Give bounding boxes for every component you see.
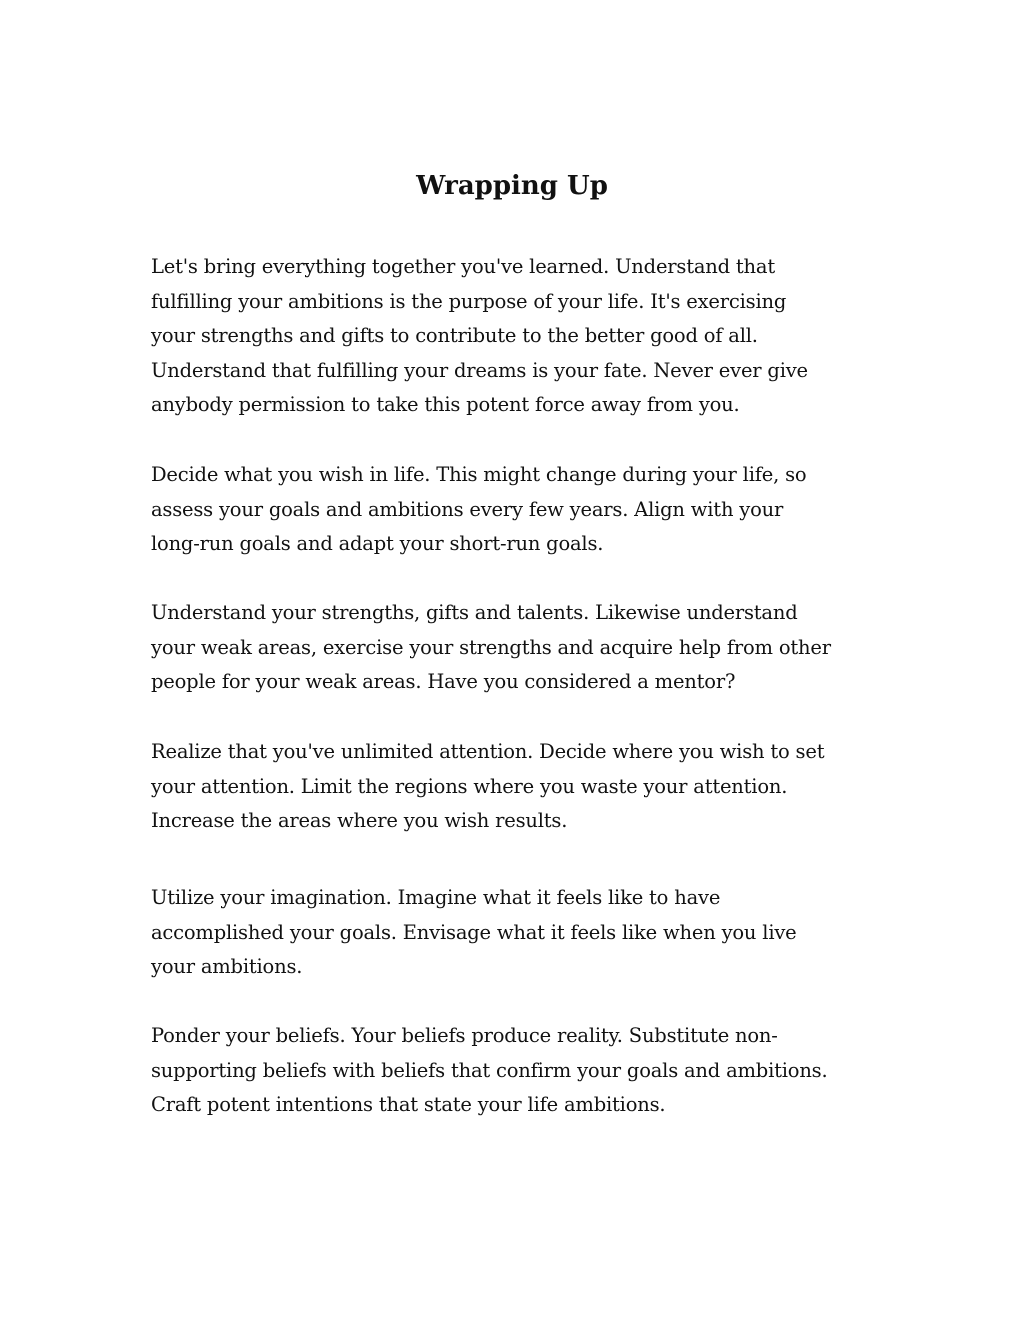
paragraph-unlimited-attention: Realize that you've unlimited attention. Decide where you wish to set your attention. Limit the regions where you waste your attention. Increase the areas where you wish results. [151, 740, 825, 833]
paragraph-utilize-imagination: Utilize your imagination. Imagine what it feels like to have accomplished your goals. Envisage what it feels like when you live your ambitions. [151, 886, 797, 979]
paragraph-decide-what-you-wish: Decide what you wish in life. This might change during your life, so assess your goals and ambitions every few years. Align with your long-run goals and adapt your short-run goals. [151, 463, 807, 556]
paragraph-understand-strengths: Understand your strengths, gifts and talents. Likewise understand your weak areas, exercise your strengths and acquire help from other people for your weak areas. Have you considered a mentor? [151, 601, 831, 694]
paragraph-ponder-beliefs: Ponder your beliefs. Your beliefs produce reality. Substitute non- supporting beliefs with beliefs that confirm your goals and ambitions. Craft potent intentions that state your life ambitions. [151, 1024, 828, 1117]
paragraph-bring-everything-together: Let's bring everything together you've learned. Understand that fulfilling your ambitions is the purpose of your life. It's exercising your strengths and gifts to contribute to the better good of all. Understand that fulfilling your dreams is your fate. Never ever give anybody permission to take this potent force away from you. [151, 255, 808, 417]
page-title: Wrapping Up [416, 171, 608, 201]
